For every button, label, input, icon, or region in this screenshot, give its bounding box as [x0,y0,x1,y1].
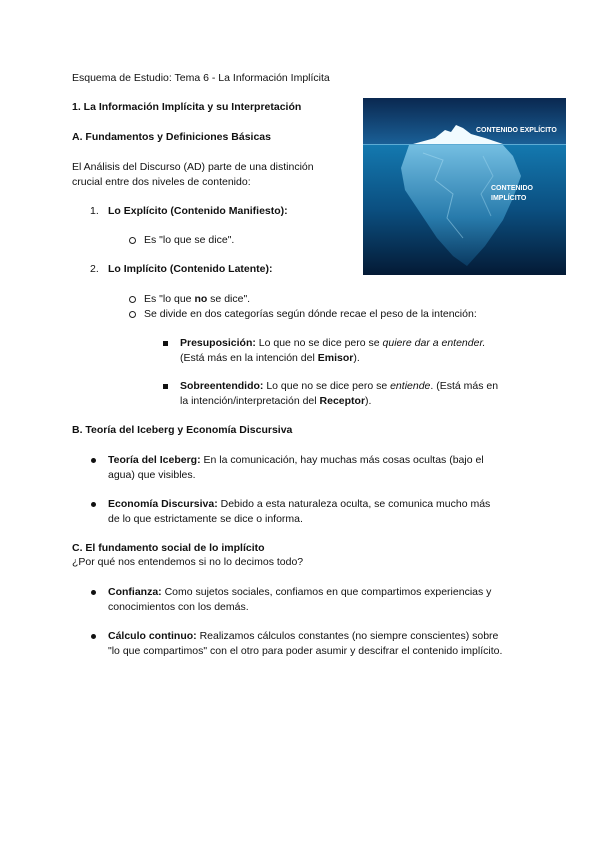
term-label: Economía Discursiva: [108,498,218,510]
list-subsubitem [180,336,530,351]
term-italic: quiere dar a entender. [382,337,486,349]
question-text: ¿Por qué nos entendemos si no lo decimos todo? [72,556,304,568]
list-subsubitem-line [180,394,371,409]
iceberg-label-bottom: CONTENIDO [491,185,533,192]
term-text: ). [353,352,360,364]
term-bold: Receptor [319,395,366,407]
section-heading: 1. La Información Implícita y su Interpretación [72,101,302,113]
bullet-dot-icon [91,502,96,507]
term-text: Como sujetos sociales, confiamos en que compartimos experiencias y [161,586,492,598]
subitem-text: Es "lo que [144,293,195,305]
iceberg-illustration [363,98,566,275]
list-subsubitem [180,379,540,394]
list-subitem: Se divide en dos categorías según dónde recae el peso de la intención: [144,308,477,320]
intro-line: crucial entre dos niveles de contenido: [72,176,251,188]
term-label: Sobreentendido: [180,380,264,392]
term-bold: Emisor [317,352,354,364]
circle-bullet-icon [129,311,136,318]
term-label: Confianza: [108,586,162,598]
term-text: la intención/interpretación del [180,395,320,407]
term-italic: entiende [390,380,431,392]
subsection-heading-b: B. Teoría del Iceberg y Economía Discursiva [72,424,293,436]
term-text: En la comunicación, hay muchas más cosas ocultas (bajo el [200,454,484,466]
term-text: Realizamos cálculos constantes (no siempre conscientes) sobre [196,630,499,642]
subitem-bold: no [194,293,208,305]
bullet-item [108,629,498,644]
bullet-item [108,585,491,600]
term-text: . (Está más en [430,380,499,392]
list-item-label: Lo Explícito (Contenido Manifiesto): [108,205,288,217]
document-title: Esquema de Estudio: Tema 6 - La Información Implícita [72,72,330,84]
iceberg-label-bottom: IMPLÍCITO [491,195,527,202]
bullet-item [108,497,490,512]
list-subsubitem-line [180,351,360,366]
bullet-item-line: conocimientos con los demás. [108,601,249,613]
term-text: ). [365,395,372,407]
list-subitem: Es "lo que se dice". [144,234,235,246]
circle-bullet-icon [129,296,136,303]
list-number: 1. [90,205,99,217]
bullet-item-line: de lo que estrictamente se dice o informa. [108,513,303,525]
term-text: Lo que no se dice pero se [263,380,391,392]
list-number: 2. [90,263,99,275]
intro-line: El Análisis del Discurso (AD) parte de una distinción [72,161,314,173]
subitem-text: se dice". [207,293,251,305]
term-text: (Está más en la intención del [180,352,318,364]
circle-bullet-icon [129,237,136,244]
list-item-label: Lo Implícito (Contenido Latente): [108,263,273,275]
term-label: Presuposición: [180,337,256,349]
term-text: Lo que no se dice pero se [255,337,383,349]
bullet-item [108,453,484,468]
square-bullet-icon [163,384,168,389]
term-label: Teoría del Iceberg: [108,454,201,466]
bullet-dot-icon [91,590,96,595]
bullet-dot-icon [91,634,96,639]
term-label: Cálculo continuo: [108,630,197,642]
iceberg-label-top: CONTENIDO EXPLÍCITO [476,127,557,134]
list-subitem [144,292,250,307]
bullet-item-line: agua) que visibles. [108,469,196,481]
bullet-item-line: "lo que compartimos" con el otro para poder asumir y descifrar el contenido implícito. [108,645,503,657]
subsection-heading-a: A. Fundamentos y Definiciones Básicas [72,131,271,143]
subsection-heading-c: C. El fundamento social de lo implícito [72,542,265,554]
bullet-dot-icon [91,458,96,463]
square-bullet-icon [163,341,168,346]
term-text: Debido a esta naturaleza oculta, se comunica mucho más [217,498,491,510]
